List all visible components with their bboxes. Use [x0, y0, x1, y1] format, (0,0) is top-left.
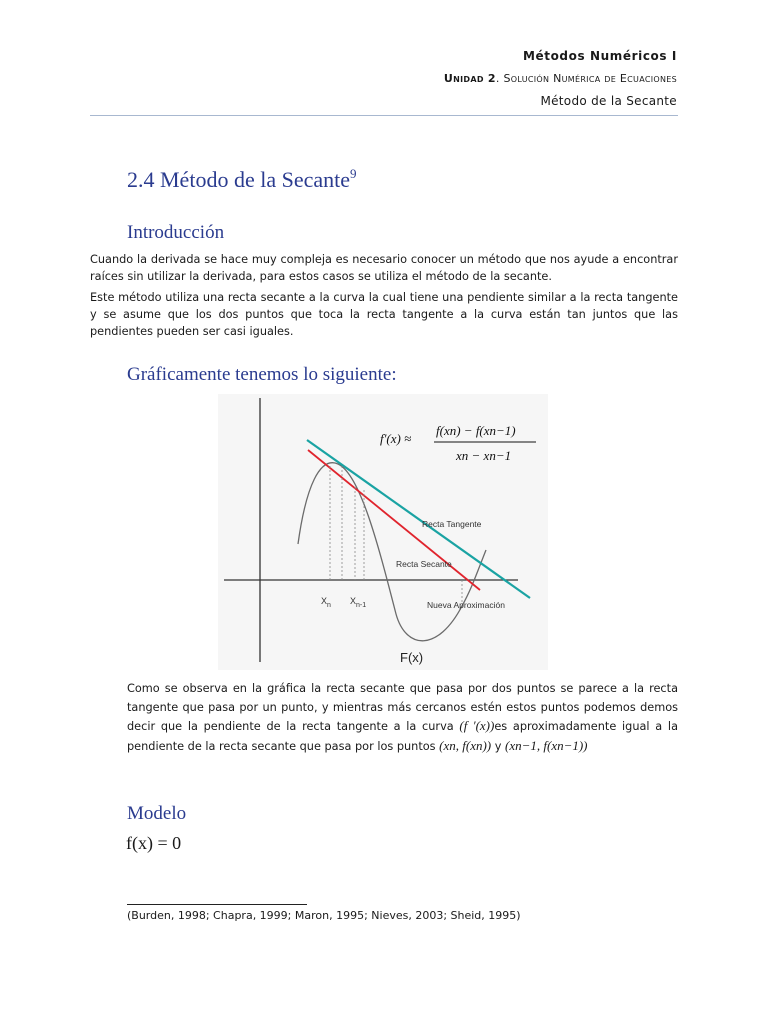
- formula-numerator: f(xn) − f(xn−1): [436, 423, 516, 438]
- xn-label-main: X: [321, 596, 328, 606]
- graph-heading: Gráficamente tenemos lo siguiente:: [127, 364, 397, 385]
- header-divider: [90, 115, 678, 116]
- conjunction: y: [491, 739, 505, 753]
- header-course-title: Métodos Numéricos I: [522, 49, 677, 63]
- section-title-text: 2.4 Método de la Secante: [127, 167, 350, 192]
- point-1-expression: (xn, f(xn)): [439, 737, 492, 753]
- intro-heading: Introducción: [127, 222, 225, 243]
- header-unit: [444, 72, 677, 85]
- footnote-divider: [127, 904, 307, 905]
- header-unit-prefix: Unidad 2: [443, 72, 496, 85]
- xn1-label-main: X: [350, 596, 357, 606]
- formula-denominator: xn − xn−1: [456, 448, 512, 463]
- formula-lhs: f'(x) ≈: [380, 431, 412, 446]
- fx-label: F(x): [400, 650, 424, 665]
- model-equation: f(x) = 0: [126, 833, 182, 853]
- tangent-label: Recta Tangente: [422, 519, 482, 529]
- explanation-text-2: es aproximadamente igual a la pendiente de la recta secante que pasa por los puntos: [127, 720, 678, 753]
- secant-label: Recta Secante: [396, 559, 452, 569]
- xn-label-sub: n: [327, 602, 331, 609]
- xn1-label-sub: n-1: [356, 602, 367, 609]
- section-title: [127, 166, 357, 193]
- intro-paragraph-2: Este método utiliza una recta secante a la curva la cual tiene una pendiente similar a la recta tangente y se asume que los dos puntos que toca la recta tangente a la curva están tan juntos que las pendientes pueden ser casi iguales.: [90, 291, 678, 338]
- intro-paragraph-1: Cuando la derivada se hace muy compleja es necesario conocer un método que nos ayude a encontrar raíces sin utilizar la derivada, para estos casos se utiliza el método de la secante.: [90, 253, 678, 283]
- secant-method-figure: [218, 394, 548, 670]
- new-approximation-label: Nueva Aproximación: [427, 600, 505, 610]
- model-heading: Modelo: [127, 803, 187, 824]
- point-2-expression: (xn−1, f(xn−1)): [505, 737, 588, 753]
- derivative-expression: (f ′(x)): [459, 718, 495, 733]
- footnote-marker: 9: [350, 166, 357, 181]
- header-topic: Método de la Secante: [540, 94, 677, 108]
- explanation-text-1: Como se observa en la gráfica la recta secante que pasa por dos puntos se parece a la recta tangente que pasa por un punto, y mientras más cercanos estén estos puntos podemos demos decir que la pendiente de la recta tangente a la curva: [127, 682, 678, 733]
- explanation-paragraph: [127, 680, 678, 756]
- header-unit-rest: . Solución Numérica de Ecuaciones: [495, 72, 677, 85]
- footnote-text: (Burden, 1998; Chapra, 1999; Maron, 1995; Nieves, 2003; Sheid, 1995): [127, 909, 521, 922]
